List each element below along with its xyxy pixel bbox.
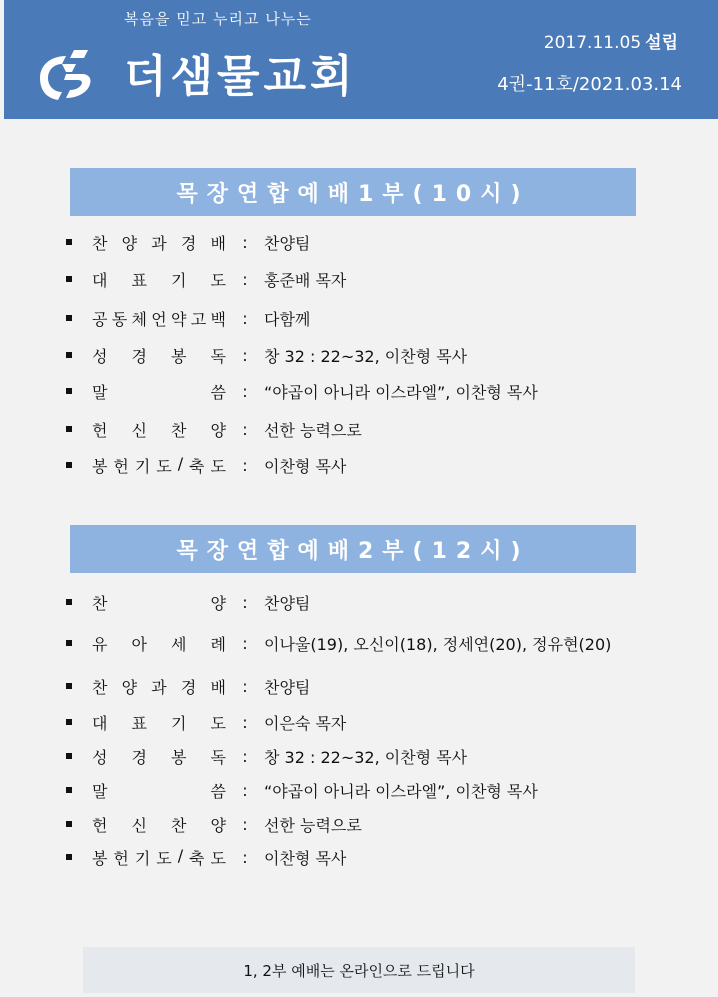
- item-value: 이찬형 목사: [264, 848, 347, 868]
- term-char: 과: [151, 233, 167, 253]
- term-char: 찬: [92, 677, 108, 697]
- bullet-icon: [66, 821, 72, 827]
- term-char: 독: [210, 346, 226, 366]
- term-char: 아: [131, 634, 147, 654]
- term-char: 봉: [92, 456, 108, 476]
- item-term: [92, 591, 226, 614]
- list-item: [66, 267, 346, 291]
- colon: :: [242, 847, 248, 867]
- term-char: 표: [131, 713, 147, 733]
- item-value: 창 32 : 22~32, 이찬형 목사: [264, 747, 468, 767]
- colon: :: [242, 633, 248, 653]
- list-item: [66, 379, 538, 403]
- item-value: 이나울(19), 오신이(18), 정세연(20), 정유현(20): [264, 634, 612, 654]
- term-char: 성: [92, 747, 108, 767]
- bullet-icon: [66, 426, 72, 432]
- item-term: [92, 813, 226, 836]
- list-item: [66, 812, 362, 836]
- term-char: 표: [131, 270, 147, 290]
- founded-date: 2017.11.05: [543, 33, 642, 53]
- term-char: 도: [210, 456, 226, 476]
- colon: :: [242, 676, 248, 696]
- item-term: [92, 711, 226, 734]
- term-char: 기: [171, 270, 187, 290]
- term-char: 례: [210, 634, 226, 654]
- item-term: [92, 231, 226, 254]
- list-item: [66, 453, 346, 477]
- term-char: 유: [92, 634, 108, 654]
- issue-info: 4권-11호/2021.03.14: [497, 74, 682, 95]
- colon: :: [242, 345, 248, 365]
- term-char: 찬: [171, 420, 187, 440]
- item-value: “야곱이 아니라 이스라엘”, 이찬형 목사: [264, 781, 538, 801]
- term-char: 동: [111, 309, 128, 329]
- colon: :: [242, 269, 248, 289]
- online-notice: 1, 2부 예배는 온라인으로 드립니다: [83, 947, 635, 993]
- bullet-icon: [66, 352, 72, 358]
- term-char: 세: [171, 634, 187, 654]
- item-term: [92, 745, 226, 768]
- term-char: 성: [92, 346, 108, 366]
- list-item: [66, 744, 467, 768]
- list-item: [66, 306, 310, 330]
- term-char: 과: [151, 677, 167, 697]
- term-char: 씀: [210, 781, 226, 801]
- colon: :: [242, 780, 248, 800]
- founded-label: 설립: [645, 33, 678, 53]
- item-value: 다함께: [264, 309, 311, 329]
- colon: :: [242, 592, 248, 612]
- bullet-icon: [66, 854, 72, 860]
- term-char: 도: [210, 270, 226, 290]
- term-char: 경: [180, 677, 197, 697]
- term-char: 공: [92, 309, 108, 329]
- list-item: [66, 674, 310, 698]
- bullet-icon: [66, 683, 72, 689]
- colon: :: [242, 381, 248, 401]
- list-item: [66, 845, 346, 869]
- term-char: 도: [156, 456, 172, 476]
- term-char: 백: [210, 309, 226, 329]
- term-char: 양: [210, 420, 226, 440]
- term-char: 대: [92, 270, 108, 290]
- item-term: [92, 307, 226, 330]
- item-value: 이은숙 목자: [264, 713, 347, 733]
- term-char: 도: [156, 848, 172, 868]
- term-char: 찬: [92, 233, 108, 253]
- bullet-icon: [66, 315, 72, 321]
- term-char: 봉: [171, 346, 187, 366]
- term-char: 대: [92, 713, 108, 733]
- term-char: 헌: [113, 848, 129, 868]
- term-char: 찬: [171, 815, 187, 835]
- bullet-icon: [66, 276, 72, 282]
- list-item: [66, 590, 310, 614]
- colon: :: [242, 419, 248, 439]
- term-char: 경: [131, 747, 147, 767]
- list-item: [66, 230, 310, 254]
- term-char: 봉: [171, 747, 187, 767]
- item-value: “야곱이 아니라 이스라엘”, 이찬형 목사: [264, 382, 538, 402]
- list-item: [66, 343, 467, 367]
- item-term: [92, 846, 226, 869]
- term-char: 말: [92, 781, 108, 801]
- term-char: 배: [210, 677, 226, 697]
- term-char: 체: [131, 309, 147, 329]
- item-value: 찬양팀: [264, 677, 311, 697]
- item-term: [92, 344, 226, 367]
- item-value: 홍준배 목자: [264, 270, 347, 290]
- bullet-icon: [66, 239, 72, 245]
- term-char: 양: [121, 677, 138, 697]
- item-term: [92, 779, 226, 802]
- item-value: 창 32 : 22~32, 이찬형 목사: [264, 346, 468, 366]
- item-value: 찬양팀: [264, 233, 311, 253]
- item-term: [92, 632, 226, 655]
- term-char: 경: [131, 346, 147, 366]
- term-char: 약: [171, 309, 187, 329]
- bullet-icon: [66, 388, 72, 394]
- term-char: 말: [92, 382, 108, 402]
- colon: :: [242, 308, 248, 328]
- term-char: 도: [210, 713, 226, 733]
- founded-info: [544, 28, 678, 53]
- bullet-icon: [66, 462, 72, 468]
- term-char: 기: [134, 456, 151, 476]
- term-char: /: [177, 453, 184, 473]
- colon: :: [242, 712, 248, 732]
- service2-title: 목장연합예배2부(12시): [70, 525, 636, 573]
- term-char: 축: [189, 848, 205, 868]
- church-logo-icon: [32, 44, 96, 104]
- term-char: 도: [210, 848, 226, 868]
- list-item: [66, 631, 611, 655]
- list-item: [66, 778, 538, 802]
- item-term: [92, 380, 226, 403]
- item-term: [92, 454, 226, 477]
- term-char: 양: [210, 815, 226, 835]
- term-char: 씀: [210, 382, 226, 402]
- item-value: 선한 능력으로: [264, 420, 362, 440]
- term-char: 경: [180, 233, 197, 253]
- item-value: 이찬형 목사: [264, 456, 347, 476]
- item-value: 찬양팀: [264, 593, 311, 613]
- term-char: 기: [171, 713, 187, 733]
- term-char: 찬: [92, 593, 108, 613]
- term-char: 헌: [92, 420, 108, 440]
- term-char: 봉: [92, 848, 108, 868]
- bulletin-header: [4, 0, 718, 119]
- church-tagline: 복음을 믿고 누리고 나누는: [124, 10, 312, 28]
- colon: :: [242, 232, 248, 252]
- church-name: 더샘물교회: [124, 51, 357, 102]
- colon: :: [242, 814, 248, 834]
- term-char: 헌: [92, 815, 108, 835]
- term-char: 고: [190, 309, 207, 329]
- bullet-icon: [66, 640, 72, 646]
- service1-title: 목장연합예배1부(10시): [70, 168, 636, 216]
- term-char: /: [177, 845, 184, 865]
- term-char: 헌: [113, 456, 129, 476]
- item-term: [92, 675, 226, 698]
- term-char: 양: [210, 593, 226, 613]
- item-term: [92, 418, 226, 441]
- item-term: [92, 268, 226, 291]
- term-char: 언: [151, 309, 167, 329]
- term-char: 배: [210, 233, 226, 253]
- bullet-icon: [66, 787, 72, 793]
- term-char: 독: [210, 747, 226, 767]
- term-char: 축: [189, 456, 205, 476]
- bullet-icon: [66, 753, 72, 759]
- bullet-icon: [66, 719, 72, 725]
- list-item: [66, 710, 346, 734]
- bullet-icon: [66, 599, 72, 605]
- list-item: [66, 417, 362, 441]
- colon: :: [242, 455, 248, 475]
- item-value: 선한 능력으로: [264, 815, 362, 835]
- colon: :: [242, 746, 248, 766]
- term-char: 신: [131, 420, 147, 440]
- term-char: 기: [134, 848, 151, 868]
- term-char: 양: [121, 233, 138, 253]
- term-char: 신: [131, 815, 147, 835]
